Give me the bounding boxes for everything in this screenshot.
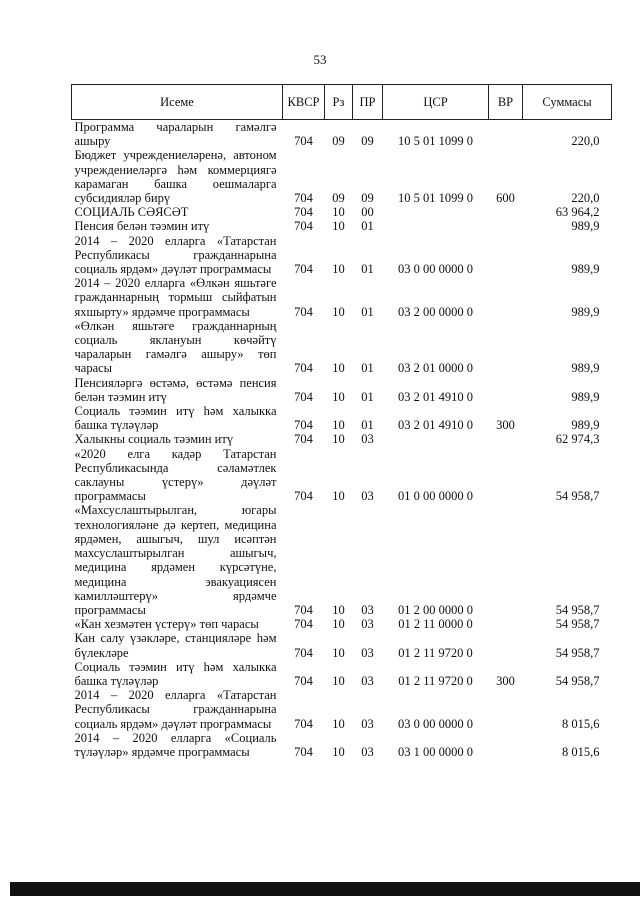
row-vr [489, 205, 523, 219]
row-sum: 220,0 [571, 134, 600, 149]
column-header-pr: ПР [353, 85, 383, 120]
row-name: «2020 елга кадәр Татарстан Республикасында сәламәтлек саклауны үстерү» дәүләт программасы [74, 446, 277, 504]
row-rz: 10 [332, 432, 345, 447]
row-csr: 01 2 11 9720 0 [398, 673, 473, 688]
row-vr [489, 617, 523, 631]
row-rz: 10 [332, 645, 345, 660]
row-name: СОЦИАЛЬ СӘЯСӘТ [74, 205, 189, 220]
row-pr: 09 [361, 191, 374, 206]
row-kvsr: 704 [294, 617, 313, 632]
table-row [72, 205, 612, 219]
row-sum: 54 958,7 [555, 489, 600, 504]
row-pr: 03 [361, 602, 374, 617]
row-pr: 01 [361, 389, 374, 404]
row-rz: 10 [332, 219, 345, 234]
row-vr: 300 [496, 418, 515, 433]
column-header-vr: ВР [489, 85, 523, 120]
row-pr: 09 [361, 134, 374, 149]
row-name: Халыкны социаль тәэмин итү [74, 432, 234, 447]
row-kvsr: 704 [294, 645, 313, 660]
column-header-name: Исеме [72, 85, 283, 120]
row-name: Пенсияләргә өстәмә, өстәмә пенсия белән тәэмин итү [74, 375, 277, 404]
row-vr [489, 503, 523, 617]
row-vr [489, 276, 523, 319]
row-rz: 09 [332, 134, 345, 149]
row-vr [489, 631, 523, 659]
row-sum: 989,9 [571, 304, 600, 319]
row-kvsr: 704 [294, 602, 313, 617]
row-csr: 01 0 00 0000 0 [398, 489, 473, 504]
row-rz: 10 [332, 262, 345, 277]
row-rz: 10 [332, 361, 345, 376]
row-sum: 54 958,7 [555, 673, 600, 688]
scan-edge-bar [10, 882, 640, 896]
row-name: 2014 – 2020 елларга «Социаль түләүләр» ярдәмче программасы [74, 730, 277, 759]
table-row [72, 376, 612, 404]
row-csr: 03 2 01 4910 0 [398, 418, 473, 433]
row-csr: 03 2 01 0000 0 [398, 361, 473, 376]
row-vr [489, 319, 523, 376]
row-name: 2014 – 2020 елларга «Татарстан Республикасы гражданнарына социаль ярдәм» дәүләт программасы [74, 688, 277, 731]
row-csr [383, 432, 489, 446]
page-number: 53 [313, 52, 327, 67]
row-rz: 10 [332, 205, 345, 220]
row-sum: 54 958,7 [555, 645, 600, 660]
row-kvsr: 704 [294, 389, 313, 404]
row-sum: 989,9 [571, 418, 600, 433]
column-header-sum: Суммасы [523, 85, 612, 120]
table-header-row [72, 85, 612, 120]
row-name: Программа чараларын гамәлгә ашыру [74, 120, 277, 149]
row-vr [489, 376, 523, 404]
column-header-csr: ЦСР [383, 85, 489, 120]
row-pr: 01 [361, 219, 374, 234]
table-row [72, 148, 612, 205]
row-name: Бюджет учреждениеләренә, автоном учреждениеләргә һәм коммерциягә карамаган башка оешмаларга субсидияләр бирү [74, 148, 277, 206]
row-pr: 01 [361, 262, 374, 277]
row-csr: 01 2 11 0000 0 [398, 617, 473, 632]
row-csr: 10 5 01 1099 0 [398, 134, 473, 149]
row-sum: 54 958,7 [555, 602, 600, 617]
row-csr: 03 2 00 0000 0 [398, 304, 473, 319]
row-rz: 10 [332, 389, 345, 404]
table-row [72, 219, 612, 233]
row-pr: 03 [361, 432, 374, 447]
row-vr [489, 219, 523, 233]
row-sum: 989,9 [571, 262, 600, 277]
row-vr [489, 731, 523, 759]
row-kvsr: 704 [294, 418, 313, 433]
row-csr: 01 2 00 0000 0 [398, 602, 473, 617]
row-vr [489, 234, 523, 277]
row-rz: 09 [332, 191, 345, 206]
row-rz: 10 [332, 602, 345, 617]
row-pr: 03 [361, 673, 374, 688]
row-kvsr: 704 [294, 134, 313, 149]
row-name: 2014 – 2020 елларга «Өлкән яшьтәге гражданнарның тормыш сыйфатын яхшырту» ярдәмче программасы [74, 276, 277, 319]
row-name: Социаль тәэмин итү һәм халыкка башка түләүләр [74, 404, 277, 433]
table-row [72, 432, 612, 446]
row-kvsr: 704 [294, 716, 313, 731]
row-pr: 01 [361, 418, 374, 433]
budget-table [71, 84, 612, 759]
row-pr: 00 [361, 205, 374, 220]
row-kvsr: 704 [294, 744, 313, 759]
row-rz: 10 [332, 716, 345, 731]
row-sum: 989,9 [571, 219, 600, 234]
row-sum: 62 974,3 [555, 432, 600, 447]
column-header-rz: Рз [325, 85, 353, 120]
table-row [72, 688, 612, 731]
row-sum: 220,0 [571, 191, 600, 206]
row-sum: 8 015,6 [562, 744, 600, 759]
row-kvsr: 704 [294, 262, 313, 277]
table-row [72, 319, 612, 376]
row-vr: 600 [496, 191, 515, 206]
row-kvsr: 704 [294, 361, 313, 376]
table-row [72, 503, 612, 617]
row-rz: 10 [332, 418, 345, 433]
row-vr: 300 [496, 673, 515, 688]
row-kvsr: 704 [294, 205, 313, 220]
row-csr: 10 5 01 1099 0 [398, 191, 473, 206]
row-csr: 01 2 11 9720 0 [398, 645, 473, 660]
row-sum: 63 964,2 [555, 205, 600, 220]
row-csr: 03 1 00 0000 0 [398, 744, 473, 759]
table-row [72, 617, 612, 631]
row-kvsr: 704 [294, 432, 313, 447]
row-rz: 10 [332, 489, 345, 504]
row-name: Кан салу үзәкләре, станцияләре һәм бүлекләре [74, 631, 277, 660]
row-vr [489, 688, 523, 731]
row-pr: 03 [361, 617, 374, 632]
table-row [72, 731, 612, 759]
row-name: Пенсия белән тәэмин итү [74, 219, 210, 234]
row-name: 2014 – 2020 елларга «Татарстан Республикасы гражданнарына социаль ярдәм» дәүләт программасы [74, 233, 277, 277]
table-row [72, 234, 612, 277]
row-rz: 10 [332, 304, 345, 319]
table-row [72, 404, 612, 432]
row-csr [383, 219, 489, 233]
row-name: «Өлкән яшьтәге гражданнарның социаль яклануын көчәйтү чараларын гамәлгә ашыру» төп чарасы [74, 318, 277, 376]
row-name: «Кан хезмәтен үстерү» төп чарасы [74, 617, 259, 632]
row-pr: 03 [361, 716, 374, 731]
row-rz: 10 [332, 617, 345, 632]
row-rz: 10 [332, 673, 345, 688]
row-sum: 8 015,6 [562, 716, 600, 731]
row-kvsr: 704 [294, 489, 313, 504]
column-header-kvsr: КВСР [283, 85, 325, 120]
table-row [72, 447, 612, 504]
row-vr [489, 120, 523, 149]
row-pr: 03 [361, 744, 374, 759]
row-pr: 03 [361, 645, 374, 660]
row-pr: 03 [361, 489, 374, 504]
row-name: Социаль тәэмин итү һәм халыкка башка түләүләр [74, 659, 277, 688]
row-kvsr: 704 [294, 673, 313, 688]
row-csr: 03 2 01 4910 0 [398, 389, 473, 404]
row-sum: 989,9 [571, 361, 600, 376]
row-csr: 03 0 00 0000 0 [398, 262, 473, 277]
row-name: «Махсуслаштырылган, югары технологияләне дә кертеп, медицина ярдәмен, ашыгыч, шул исәптән махсуслаштырылган ашыгыч, медицина ярдәмен күрсәтүне, медицина эвакуациясен камилләштерү» ярдәмче программасы [74, 503, 277, 617]
row-kvsr: 704 [294, 219, 313, 234]
row-sum: 989,9 [571, 389, 600, 404]
table-row [72, 276, 612, 319]
row-vr [489, 447, 523, 504]
row-kvsr: 704 [294, 191, 313, 206]
row-pr: 01 [361, 304, 374, 319]
table-row [72, 631, 612, 659]
row-csr [383, 205, 489, 219]
row-vr [489, 432, 523, 446]
row-kvsr: 704 [294, 304, 313, 319]
row-pr: 01 [361, 361, 374, 376]
table-row [72, 120, 612, 149]
table-row [72, 660, 612, 688]
row-sum: 54 958,7 [555, 617, 600, 632]
row-csr: 03 0 00 0000 0 [398, 716, 473, 731]
row-rz: 10 [332, 744, 345, 759]
